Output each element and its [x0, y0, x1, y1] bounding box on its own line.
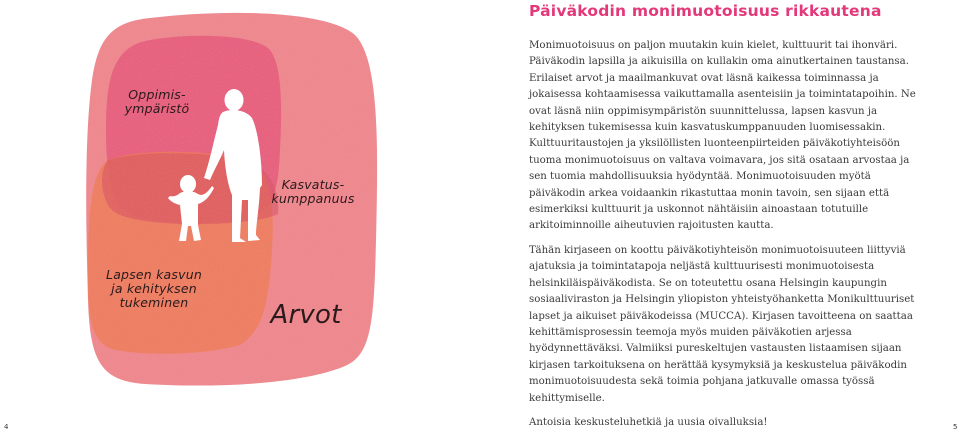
- paragraph-1: Monimuotoisuus on paljon muutakin kuin kielet, kulttuurit tai ihonväri. Päiväkodin lapsilla ja aikuisilla on kullakin oma ainutkertainen taustansa. Erilaiset arvot ja maailmankuvat ovat läsnä kaikessa toiminnassa ja jokaisessa kohtaamisessa vaikuttamalla asenteisiin ja toimintatapoihin. Ne ovat läsnä niin oppimisympäristön suunnittelussa, lapsen kasvun ja kehityksen tukemisessa kuin kasvatuskumppanuuden luomisessakin. Kulttuuritaustojen ja yksilöllisten luonteenpiirteiden päiväkotiyhteisöön tuoma monimuotoisuus on valtava voimavara, jos sitä osataan arvostaa ja sen tuomia mahdollisuuksia hyödyntää. Monimuotoisuuden myötä päiväkodin arkea voidaankin rikastuttaa monin tavoin, sen sijaan että esimerkiksi kulttuurit ja uskonnot nähtäisiin ainoastaan totutuille arkitoiminnoille aiheutuvien rajoitusten kautta.: [529, 40, 916, 232]
- article-title: Päiväkodin monimuotoisuus rikkautena: [529, 2, 882, 20]
- article-body: [529, 38, 929, 431]
- label-lapsen-kasvun: Lapsen kasvun ja kehityksen tukeminen: [106, 267, 202, 310]
- paragraph-2: Tähän kirjaseen on koottu päiväkotiyhteisön monimuotoisuuteen liittyviä ajatuksia ja toimintatapoja neljästä kulttuurisesti monimuotoisesta helsinkiläispäiväkodista. Se on toteutettu osana Helsingin kaupungin sosiaaliviraston ja Helsingin yliopiston yhteistyöhanketta Monikulttuuriset lapset ja aikuiset päiväkodeissa (MUCCA). Kirjasen tavoitteena on saattaa kehittämisprosessin teemoja myös muiden päiväkotien arjessa hyödynnettäväksi. Valmiiksi pureskeltujen vastausten listaamisen sijaan kirjasen tarkoituksena on herättää kysymyksiä ja keskustelua päiväkodin monimuotoisuudesta sekä toimia pohjana jatkuvalle omassa työssä kehittymiselle.: [529, 244, 915, 404]
- label-arvot: Arvot: [270, 300, 342, 330]
- page-number-left: 4: [4, 423, 9, 431]
- right-page: [480, 0, 960, 434]
- paragraph-3: Antoisia keskusteluhetkiä ja uusia oivalluksia!: [529, 416, 768, 428]
- label-kasvatuskumppanuus: Kasvatus- kumppanuus: [271, 177, 355, 206]
- label-oppimisymparisto: Oppimis- ympäristö: [124, 87, 190, 116]
- page-number-right: 5: [953, 423, 958, 431]
